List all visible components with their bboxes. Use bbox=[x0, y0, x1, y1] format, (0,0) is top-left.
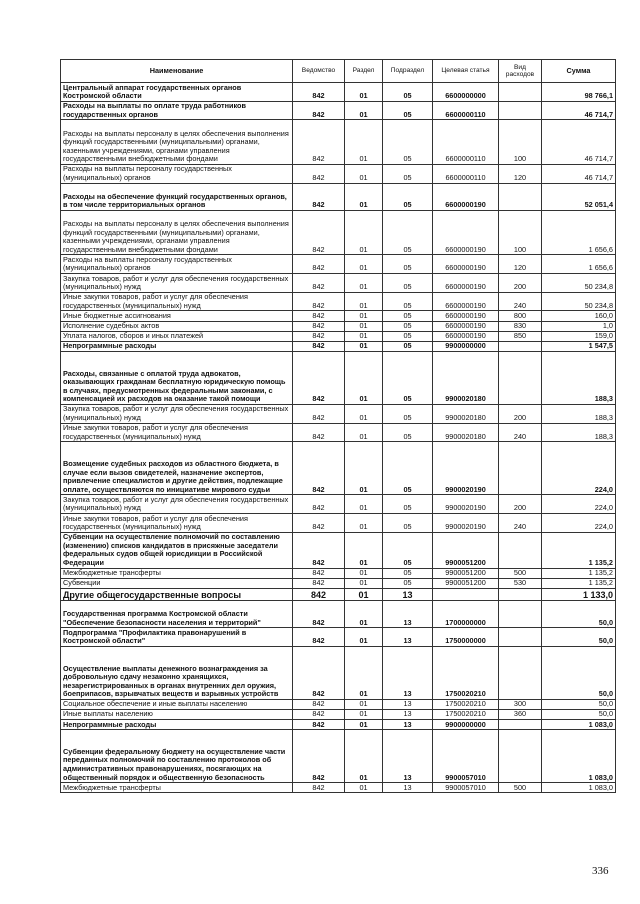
cell-vid-rashodov bbox=[499, 101, 542, 120]
cell-razdel: 01 bbox=[345, 255, 383, 274]
cell-summa: 224,0 bbox=[542, 442, 616, 495]
cell-podrazdel: 05 bbox=[383, 183, 433, 210]
table-row bbox=[61, 183, 616, 210]
cell-summa: 1 656,6 bbox=[542, 210, 616, 255]
table-row bbox=[61, 442, 616, 495]
cell-vid-rashodov bbox=[499, 183, 542, 210]
cell-cel-statya: 1750020210 bbox=[433, 709, 499, 719]
cell-name: Расходы на выплаты персоналу государственных (муниципальных) органов bbox=[61, 164, 293, 183]
cell-cel-statya: 9900057010 bbox=[433, 730, 499, 783]
cell-cel-statya: 9900020180 bbox=[433, 351, 499, 404]
cell-vedomstvo: 842 bbox=[293, 628, 345, 647]
cell-vid-rashodov: 300 bbox=[499, 699, 542, 709]
cell-name: Иные закупки товаров, работ и услуг для обеспечения государственных (муниципальных) нужд bbox=[61, 292, 293, 311]
cell-razdel: 01 bbox=[345, 83, 383, 102]
cell-podrazdel: 05 bbox=[383, 341, 433, 351]
cell-vedomstvo: 842 bbox=[293, 120, 345, 165]
table-row bbox=[61, 311, 616, 321]
cell-vedomstvo: 842 bbox=[293, 532, 345, 568]
table-row bbox=[61, 210, 616, 255]
cell-summa: 1 547,5 bbox=[542, 341, 616, 351]
cell-summa: 46 714,7 bbox=[542, 120, 616, 165]
cell-vedomstvo: 842 bbox=[293, 83, 345, 102]
table-row bbox=[61, 628, 616, 647]
table-row bbox=[61, 164, 616, 183]
cell-podrazdel: 13 bbox=[383, 730, 433, 783]
cell-name: Межбюджетные трансферты bbox=[61, 568, 293, 578]
cell-vid-rashodov bbox=[499, 646, 542, 699]
cell-cel-statya: 6600000110 bbox=[433, 101, 499, 120]
table-row bbox=[61, 423, 616, 442]
cell-name: Расходы на выплаты по оплате труда работников государственных органов bbox=[61, 101, 293, 120]
cell-cel-statya: 6600000190 bbox=[433, 292, 499, 311]
cell-cel-statya: 9900020190 bbox=[433, 514, 499, 533]
cell-razdel: 01 bbox=[345, 442, 383, 495]
budget-table-sheet bbox=[60, 59, 616, 793]
table-row bbox=[61, 120, 616, 165]
cell-vid-rashodov bbox=[499, 341, 542, 351]
cell-vedomstvo: 842 bbox=[293, 423, 345, 442]
budget-table bbox=[60, 59, 616, 793]
cell-vid-rashodov: 800 bbox=[499, 311, 542, 321]
cell-name: Закупка товаров, работ и услуг для обеспечения государственных (муниципальных) нужд bbox=[61, 495, 293, 514]
cell-summa: 188,3 bbox=[542, 404, 616, 423]
cell-razdel: 01 bbox=[345, 101, 383, 120]
cell-vid-rashodov: 100 bbox=[499, 120, 542, 165]
cell-summa: 98 766,1 bbox=[542, 83, 616, 102]
cell-razdel: 01 bbox=[345, 730, 383, 783]
cell-summa: 224,0 bbox=[542, 514, 616, 533]
page-number: 336 bbox=[592, 865, 609, 877]
cell-podrazdel: 05 bbox=[383, 568, 433, 578]
cell-name: Подпрограмма "Профилактика правонарушений в Костромской области" bbox=[61, 628, 293, 647]
cell-summa: 52 051,4 bbox=[542, 183, 616, 210]
cell-vedomstvo: 842 bbox=[293, 709, 345, 719]
table-row bbox=[61, 568, 616, 578]
cell-razdel: 01 bbox=[345, 532, 383, 568]
table-row bbox=[61, 783, 616, 793]
cell-podrazdel: 05 bbox=[383, 351, 433, 404]
cell-vid-rashodov bbox=[499, 532, 542, 568]
cell-summa: 50 234,8 bbox=[542, 274, 616, 293]
cell-name: Иные бюджетные ассигнования bbox=[61, 311, 293, 321]
cell-razdel: 01 bbox=[345, 423, 383, 442]
cell-vedomstvo: 842 bbox=[293, 404, 345, 423]
cell-summa: 1 133,0 bbox=[542, 588, 616, 600]
cell-razdel: 01 bbox=[345, 709, 383, 719]
cell-vedomstvo: 842 bbox=[293, 495, 345, 514]
cell-cel-statya: 1750020210 bbox=[433, 646, 499, 699]
cell-name: Расходы на выплаты персоналу государственных (муниципальных) органов bbox=[61, 255, 293, 274]
cell-podrazdel: 13 bbox=[383, 628, 433, 647]
cell-vid-rashodov bbox=[499, 720, 542, 730]
cell-podrazdel: 05 bbox=[383, 164, 433, 183]
cell-razdel: 01 bbox=[345, 341, 383, 351]
header-vedomstvo: Ведомство bbox=[293, 60, 345, 83]
cell-cel-statya: 6600000000 bbox=[433, 83, 499, 102]
cell-summa: 1 135,2 bbox=[542, 578, 616, 588]
table-header-row bbox=[61, 60, 616, 83]
cell-name: Расходы на выплаты персоналу в целях обеспечения выполнения функций государственными (муниципальными) органами, казенными учреждениями, органами управления государственными внебюджетными фондами bbox=[61, 210, 293, 255]
cell-name: Уплата налогов, сборов и иных платежей bbox=[61, 331, 293, 341]
cell-vedomstvo: 842 bbox=[293, 292, 345, 311]
cell-cel-statya: 9900057010 bbox=[433, 783, 499, 793]
cell-vid-rashodov bbox=[499, 588, 542, 600]
cell-razdel: 01 bbox=[345, 646, 383, 699]
table-body bbox=[61, 60, 616, 793]
cell-name: Непрограммные расходы bbox=[61, 341, 293, 351]
cell-summa: 46 714,7 bbox=[542, 101, 616, 120]
header-razdel: Раздел bbox=[345, 60, 383, 83]
cell-vedomstvo: 842 bbox=[293, 101, 345, 120]
cell-name: Возмещение судебных расходов из областного бюджета, в случае если вызов свидетелей, назначение экспертов, привлечение специалистов и другие действия, подлежащие оплате, осуществляются по инициативе мирового судьи bbox=[61, 442, 293, 495]
cell-razdel: 01 bbox=[345, 578, 383, 588]
cell-summa: 1 083,0 bbox=[542, 720, 616, 730]
table-row bbox=[61, 699, 616, 709]
table-row bbox=[61, 101, 616, 120]
cell-vid-rashodov: 850 bbox=[499, 331, 542, 341]
cell-cel-statya: 6600000190 bbox=[433, 321, 499, 331]
cell-summa: 160,0 bbox=[542, 311, 616, 321]
cell-cel-statya: 6600000190 bbox=[433, 255, 499, 274]
cell-podrazdel: 05 bbox=[383, 101, 433, 120]
cell-summa: 50 234,8 bbox=[542, 292, 616, 311]
cell-podrazdel: 05 bbox=[383, 404, 433, 423]
cell-vedomstvo: 842 bbox=[293, 164, 345, 183]
cell-razdel: 01 bbox=[345, 495, 383, 514]
cell-razdel: 01 bbox=[345, 321, 383, 331]
cell-name: Непрограммные расходы bbox=[61, 720, 293, 730]
cell-podrazdel: 13 bbox=[383, 699, 433, 709]
table-row bbox=[61, 341, 616, 351]
cell-name: Субвенции bbox=[61, 578, 293, 588]
cell-razdel: 01 bbox=[345, 311, 383, 321]
cell-vid-rashodov: 360 bbox=[499, 709, 542, 719]
cell-podrazdel: 05 bbox=[383, 514, 433, 533]
cell-name: Социальное обеспечение и иные выплаты населению bbox=[61, 699, 293, 709]
table-row bbox=[61, 495, 616, 514]
cell-name: Закупка товаров, работ и услуг для обеспечения государственных (муниципальных) нужд bbox=[61, 404, 293, 423]
cell-vid-rashodov: 530 bbox=[499, 578, 542, 588]
table-row bbox=[61, 404, 616, 423]
cell-cel-statya: 6600000110 bbox=[433, 164, 499, 183]
table-row bbox=[61, 514, 616, 533]
cell-vedomstvo: 842 bbox=[293, 578, 345, 588]
cell-podrazdel: 13 bbox=[383, 783, 433, 793]
cell-cel-statya: 6600000190 bbox=[433, 311, 499, 321]
cell-podrazdel: 13 bbox=[383, 720, 433, 730]
cell-razdel: 01 bbox=[345, 783, 383, 793]
cell-summa: 1 656,6 bbox=[542, 255, 616, 274]
header-name: Наименование bbox=[61, 60, 293, 83]
cell-vid-rashodov: 240 bbox=[499, 423, 542, 442]
cell-podrazdel: 05 bbox=[383, 311, 433, 321]
table-row bbox=[61, 321, 616, 331]
cell-summa: 50,0 bbox=[542, 709, 616, 719]
cell-vid-rashodov: 100 bbox=[499, 210, 542, 255]
cell-summa: 1 135,2 bbox=[542, 532, 616, 568]
cell-podrazdel: 13 bbox=[383, 588, 433, 600]
cell-podrazdel: 05 bbox=[383, 274, 433, 293]
cell-razdel: 01 bbox=[345, 331, 383, 341]
cell-name: Расходы на выплаты персоналу в целях обеспечения выполнения функций государственными (муниципальными) органами, казенными учреждениями, органами управления государственными внебюджетными фондами bbox=[61, 120, 293, 165]
cell-vedomstvo: 842 bbox=[293, 568, 345, 578]
table-row bbox=[61, 331, 616, 341]
cell-summa: 46 714,7 bbox=[542, 164, 616, 183]
cell-summa: 188,3 bbox=[542, 351, 616, 404]
cell-razdel: 01 bbox=[345, 514, 383, 533]
table-row bbox=[61, 730, 616, 783]
cell-podrazdel: 05 bbox=[383, 321, 433, 331]
table-row bbox=[61, 255, 616, 274]
cell-cel-statya bbox=[433, 588, 499, 600]
cell-cel-statya: 9900020180 bbox=[433, 404, 499, 423]
cell-vedomstvo: 842 bbox=[293, 600, 345, 627]
cell-podrazdel: 05 bbox=[383, 578, 433, 588]
cell-summa: 224,0 bbox=[542, 495, 616, 514]
cell-razdel: 01 bbox=[345, 628, 383, 647]
cell-podrazdel: 05 bbox=[383, 495, 433, 514]
cell-cel-statya: 9900020190 bbox=[433, 442, 499, 495]
cell-cel-statya: 6600000190 bbox=[433, 331, 499, 341]
cell-vid-rashodov: 500 bbox=[499, 783, 542, 793]
cell-podrazdel: 05 bbox=[383, 83, 433, 102]
cell-podrazdel: 05 bbox=[383, 255, 433, 274]
header-vid-rashodov: Вид расходов bbox=[499, 60, 542, 83]
cell-cel-statya: 6600000190 bbox=[433, 183, 499, 210]
cell-name: Расходы, связанные с оплатой труда адвокатов, оказывающих гражданам бесплатную юридическую помощь в случаях, предусмотренных федеральными законами, с компенсацией их расходов на оказание такой помощи bbox=[61, 351, 293, 404]
cell-name: Государственная программа Костромской области "Обеспечение безопасности населения и территорий" bbox=[61, 600, 293, 627]
cell-vedomstvo: 842 bbox=[293, 514, 345, 533]
cell-cel-statya: 9900051200 bbox=[433, 568, 499, 578]
cell-summa: 1 083,0 bbox=[542, 730, 616, 783]
table-row bbox=[61, 646, 616, 699]
cell-vedomstvo: 842 bbox=[293, 730, 345, 783]
header-cel-statya: Целевая статья bbox=[433, 60, 499, 83]
cell-summa: 159,0 bbox=[542, 331, 616, 341]
cell-name: Межбюджетные трансферты bbox=[61, 783, 293, 793]
cell-podrazdel: 13 bbox=[383, 600, 433, 627]
cell-vid-rashodov bbox=[499, 442, 542, 495]
cell-cel-statya: 1700000000 bbox=[433, 600, 499, 627]
cell-vid-rashodov: 240 bbox=[499, 514, 542, 533]
cell-cel-statya: 6600000190 bbox=[433, 210, 499, 255]
table-row bbox=[61, 83, 616, 102]
cell-cel-statya: 1750000000 bbox=[433, 628, 499, 647]
cell-vedomstvo: 842 bbox=[293, 442, 345, 495]
cell-vedomstvo: 842 bbox=[293, 341, 345, 351]
cell-razdel: 01 bbox=[345, 600, 383, 627]
cell-vedomstvo: 842 bbox=[293, 783, 345, 793]
table-row bbox=[61, 532, 616, 568]
table-row bbox=[61, 351, 616, 404]
cell-cel-statya: 9900051200 bbox=[433, 532, 499, 568]
table-row bbox=[61, 720, 616, 730]
cell-razdel: 01 bbox=[345, 588, 383, 600]
cell-podrazdel: 05 bbox=[383, 532, 433, 568]
cell-razdel: 01 bbox=[345, 404, 383, 423]
cell-vid-rashodov bbox=[499, 628, 542, 647]
cell-podrazdel: 13 bbox=[383, 646, 433, 699]
cell-summa: 188,3 bbox=[542, 423, 616, 442]
cell-razdel: 01 bbox=[345, 568, 383, 578]
cell-cel-statya: 9900020190 bbox=[433, 495, 499, 514]
cell-vedomstvo: 842 bbox=[293, 210, 345, 255]
cell-cel-statya: 9900000000 bbox=[433, 720, 499, 730]
cell-vedomstvo: 842 bbox=[293, 311, 345, 321]
cell-vid-rashodov bbox=[499, 83, 542, 102]
cell-vid-rashodov: 200 bbox=[499, 404, 542, 423]
cell-podrazdel: 05 bbox=[383, 292, 433, 311]
cell-vid-rashodov: 830 bbox=[499, 321, 542, 331]
cell-cel-statya: 9900051200 bbox=[433, 578, 499, 588]
header-podrazdel: Подраздел bbox=[383, 60, 433, 83]
cell-name: Закупка товаров, работ и услуг для обеспечения государственных (муниципальных) нужд bbox=[61, 274, 293, 293]
cell-name: Иные закупки товаров, работ и услуг для обеспечения государственных (муниципальных) нужд bbox=[61, 514, 293, 533]
cell-vedomstvo: 842 bbox=[293, 351, 345, 404]
cell-podrazdel: 13 bbox=[383, 709, 433, 719]
cell-name: Центральный аппарат государственных органов Костромской области bbox=[61, 83, 293, 102]
cell-cel-statya: 6600000110 bbox=[433, 120, 499, 165]
cell-vid-rashodov bbox=[499, 600, 542, 627]
cell-vedomstvo: 842 bbox=[293, 274, 345, 293]
cell-vid-rashodov: 120 bbox=[499, 164, 542, 183]
cell-vid-rashodov: 240 bbox=[499, 292, 542, 311]
cell-podrazdel: 05 bbox=[383, 120, 433, 165]
table-row bbox=[61, 600, 616, 627]
table-row bbox=[61, 578, 616, 588]
cell-summa: 50,0 bbox=[542, 646, 616, 699]
cell-podrazdel: 05 bbox=[383, 210, 433, 255]
cell-razdel: 01 bbox=[345, 351, 383, 404]
cell-vedomstvo: 842 bbox=[293, 321, 345, 331]
cell-vedomstvo: 842 bbox=[293, 720, 345, 730]
cell-summa: 1 083,0 bbox=[542, 783, 616, 793]
cell-vid-rashodov: 120 bbox=[499, 255, 542, 274]
cell-vid-rashodov bbox=[499, 351, 542, 404]
cell-razdel: 01 bbox=[345, 720, 383, 730]
cell-razdel: 01 bbox=[345, 699, 383, 709]
cell-cel-statya: 1750020210 bbox=[433, 699, 499, 709]
cell-vid-rashodov: 200 bbox=[499, 274, 542, 293]
cell-name: Исполнение судебных актов bbox=[61, 321, 293, 331]
cell-summa: 1 135,2 bbox=[542, 568, 616, 578]
cell-vedomstvo: 842 bbox=[293, 183, 345, 210]
cell-name: Субвенции федеральному бюджету на осуществление части переданных полномочий по составлению протоколов об административных правонарушениях, посягающих на общественный порядок и общественную безопасность bbox=[61, 730, 293, 783]
cell-vid-rashodov: 500 bbox=[499, 568, 542, 578]
cell-vedomstvo: 842 bbox=[293, 255, 345, 274]
cell-vedomstvo: 842 bbox=[293, 331, 345, 341]
table-row bbox=[61, 274, 616, 293]
cell-name: Иные закупки товаров, работ и услуг для обеспечения государственных (муниципальных) нужд bbox=[61, 423, 293, 442]
table-row bbox=[61, 709, 616, 719]
cell-summa: 50,0 bbox=[542, 600, 616, 627]
cell-name: Иные выплаты населению bbox=[61, 709, 293, 719]
cell-razdel: 01 bbox=[345, 164, 383, 183]
cell-razdel: 01 bbox=[345, 274, 383, 293]
cell-razdel: 01 bbox=[345, 210, 383, 255]
cell-vid-rashodov: 200 bbox=[499, 495, 542, 514]
cell-summa: 50,0 bbox=[542, 699, 616, 709]
cell-cel-statya: 9900020180 bbox=[433, 423, 499, 442]
cell-name: Осуществление выплаты денежного вознаграждения за добровольную сдачу незаконно хранящихся, незарегистрированных в органах внутренних дел оружия, боеприпасов, взрывчатых веществ и взрывных устройств bbox=[61, 646, 293, 699]
cell-vedomstvo: 842 bbox=[293, 699, 345, 709]
cell-summa: 50,0 bbox=[542, 628, 616, 647]
cell-name: Другие общегосударственные вопросы bbox=[61, 588, 293, 600]
table-row bbox=[61, 292, 616, 311]
cell-cel-statya: 9900000000 bbox=[433, 341, 499, 351]
cell-vedomstvo: 842 bbox=[293, 588, 345, 600]
cell-razdel: 01 bbox=[345, 292, 383, 311]
cell-vedomstvo: 842 bbox=[293, 646, 345, 699]
cell-razdel: 01 bbox=[345, 120, 383, 165]
cell-name: Субвенции на осуществление полномочий по составлению (изменению) списков кандидатов в присяжные заседатели федеральных судов общей юрисдикции в Российской Федерации bbox=[61, 532, 293, 568]
cell-podrazdel: 05 bbox=[383, 331, 433, 341]
cell-name: Расходы на обеспечение функций государственных органов, в том числе территориальных органов bbox=[61, 183, 293, 210]
header-summa: Сумма bbox=[542, 60, 616, 83]
cell-cel-statya: 6600000190 bbox=[433, 274, 499, 293]
cell-summa: 1,0 bbox=[542, 321, 616, 331]
cell-vid-rashodov bbox=[499, 730, 542, 783]
table-row bbox=[61, 588, 616, 600]
cell-podrazdel: 05 bbox=[383, 423, 433, 442]
cell-razdel: 01 bbox=[345, 183, 383, 210]
cell-podrazdel: 05 bbox=[383, 442, 433, 495]
